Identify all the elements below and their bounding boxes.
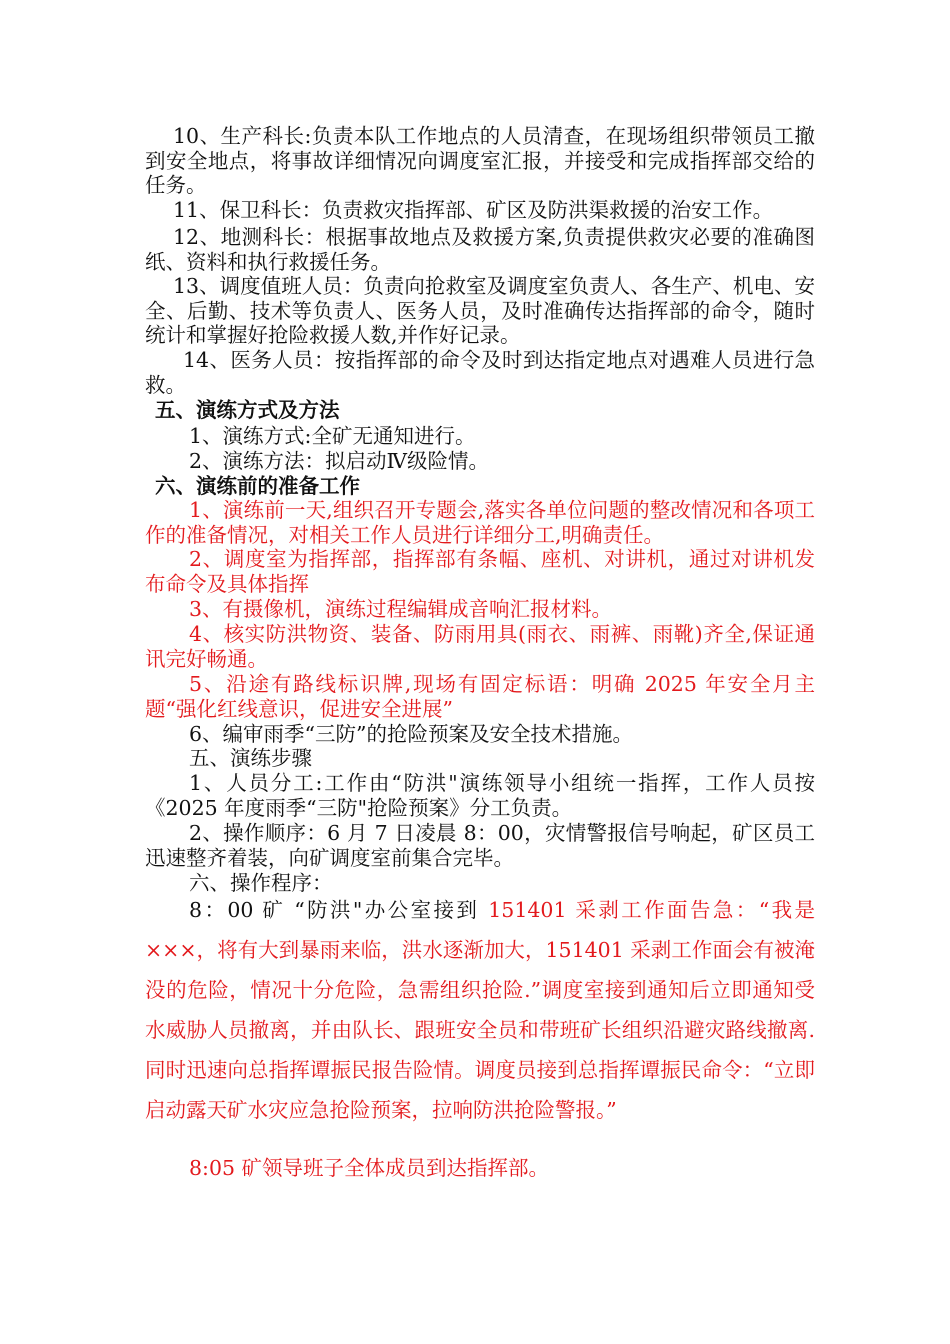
paragraph-procedure-0800 [145, 890, 815, 1130]
procedure-emergency-text: 151401 采剥工作面告急：“我是×××，将有大到暴雨来临，洪水逐渐加大，151401 采剥工作面会有被淹没的危险，情况十分危险，急需组织抢险.”调度室接到通知后立即通知受水威胁人员撤离，并由队长、跟班安全员和带班矿长组织沿避灾路线撤离.同时迅速向总指挥谭振民报告险情。调度员接到总指挥谭振民命令：“立即启动露天矿水灾应急抢险预案，拉响防洪抢险警报。” [145, 898, 815, 1122]
paragraph-prep-meeting: 1、演练前一天,组织召开专题会,落实各单位问题的整改情况和各项工作的准备情况，对相关工作人员进行详细分工,明确责任。 [145, 498, 815, 547]
section-heading-drill-steps: 五、演练步骤 [189, 746, 312, 770]
paragraph-prep-supplies: 4、核实防洪物资、装备、防雨用具(雨衣、雨裤、雨靴)齐全,保证通讯完好畅通。 [145, 622, 815, 671]
paragraph-production-chief: 10、生产科长:负责本队工作地点的人员清查，在现场组织带领员工撤到安全地点，将事故详细情况向调度室汇报，并接受和完成指挥部交给的任务。 [145, 124, 815, 198]
paragraph-step-sequence: 2、操作顺序：6 月 7 日凌晨 8：00，灾情警报信号响起，矿区员工迅速整齐着装，向矿调度室前集合完毕。 [145, 821, 815, 870]
paragraph-prep-camera: 3、有摄像机，演练过程编辑成音响汇报材料。 [189, 597, 613, 621]
section-heading-preparation: 六、演练前的准备工作 [155, 474, 360, 498]
paragraph-prep-signage: 5、沿途有路线标识牌,现场有固定标语：明确 2025 年安全月主题“强化红线意识，促进安全进展” [145, 672, 815, 721]
paragraph-security-chief: 11、保卫科长：负责救灾指挥部、矿区及防洪渠救援的治安工作。 [173, 198, 774, 222]
paragraph-survey-chief: 12、地测科长：根据事故地点及救援方案,负责提供救灾必要的准确图纸、资料和执行救援任务。 [145, 225, 815, 274]
list-item-drill-approach: 2、演练方法：拟启动Ⅳ级险情。 [189, 449, 490, 473]
procedure-intro-text: 8：00 矿 “防洪"办公室接到 [189, 898, 489, 922]
paragraph-dispatch-staff: 13、调度值班人员：负责向抢救室及调度室负责人、各生产、机电、安全、后勤、技术等负责人、医务人员，及时准确传达指挥部的命令，随时统计和掌握好抢险救援人数,并作好记录。 [145, 274, 815, 348]
section-heading-procedure: 六、操作程序： [189, 871, 333, 895]
list-item-drill-mode: 1、演练方式:全矿无通知进行。 [189, 424, 476, 448]
section-heading-drill-method: 五、演练方式及方法 [155, 398, 340, 422]
paragraph-procedure-0805: 8:05 矿领导班子全体成员到达指挥部。 [189, 1156, 550, 1180]
paragraph-step-staffing: 1、人员分工:工作由“防洪"演练领导小组统一指挥，工作人员按《2025 年度雨季“三防"抢险预案》分工负责。 [145, 771, 815, 820]
paragraph-prep-plan: 6、编审雨季“三防”的抢险预案及安全技术措施。 [189, 722, 634, 746]
paragraph-medical-staff: 14、医务人员：按指挥部的命令及时到达指定地点对遇难人员进行急救。 [145, 348, 815, 397]
paragraph-prep-command: 2、调度室为指挥部，指挥部有条幅、座机、对讲机，通过对讲机发布命令及具体指挥 [145, 547, 815, 596]
